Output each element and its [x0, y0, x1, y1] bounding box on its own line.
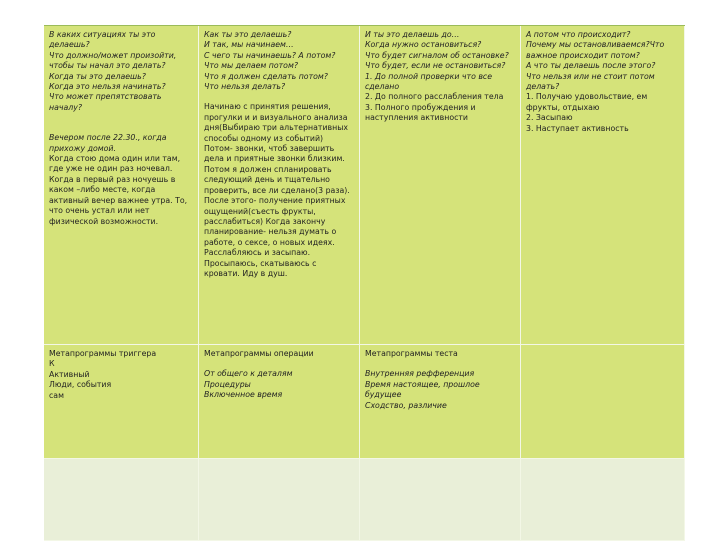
question-line: Когда нужно остановиться?	[365, 40, 482, 50]
cell-test	[360, 26, 521, 345]
list-item: Внутренняя рефференция	[365, 369, 475, 379]
question-line: И так, мы начинаем…	[204, 40, 294, 50]
cell-empty	[199, 459, 360, 541]
cell-title: Метапрограммы триггера	[49, 349, 157, 358]
cell-title: Метапрограммы теста	[365, 349, 458, 358]
table-row	[44, 26, 685, 345]
answer-line: 3. Полного пробуждения и наступления активности	[365, 102, 476, 123]
question-line: Что мы делаем потом?	[204, 61, 298, 71]
question-line: И ты это делаешь до…	[365, 30, 460, 39]
question-line: Что нельзя делать?	[204, 82, 286, 92]
question-line: С чего ты начинаешь? А потом?	[204, 50, 336, 60]
list-item: Включенное время	[204, 390, 283, 400]
answer-line: 1. Получаю удовольствие, ем фрукты, отдыхаю	[526, 92, 648, 112]
question-line: Когда ты это делаешь?	[49, 71, 146, 81]
question-line: Что нельзя или не стоит потом делать?	[526, 71, 655, 92]
list-item: Люди, события	[49, 380, 112, 390]
answer-line: 2. Засыпаю	[526, 113, 573, 123]
cell-empty	[521, 459, 685, 541]
list-item: сам	[49, 390, 64, 400]
cell-operation-metaprograms	[199, 345, 360, 459]
cell-operations	[199, 26, 360, 345]
answer-line: 3. Наступает активность	[526, 123, 629, 133]
answer-line: Расслабляюсь и засыпаю.	[204, 248, 311, 258]
list-item: Сходство, различие	[365, 400, 447, 410]
question-line: Что будет сигналом об остановке?	[365, 50, 509, 60]
question-line: Что я должен сделать потом?	[204, 71, 328, 81]
answer-line: Потом я должен спланировать следующий день и тщательно проверить, все ли сделано(3 раза). После этого- получение приятных ощущений(съесть фрукты, расслабиться) Когда закончу планирование- нельзя думать о работе, о сексе, о новых идеях.	[204, 164, 350, 247]
answer-line: Вечером после 22.30., когда прихожу домой.	[49, 133, 167, 153]
answer-line: 2. До полного расслабления тела	[365, 92, 504, 102]
table-row	[44, 345, 685, 459]
list-item: К	[49, 359, 55, 369]
answer-line: Просыпаюсь, скатываюсь с кровати. Иду в душ.	[204, 258, 317, 278]
question-line: А потом что происходит?	[526, 30, 631, 39]
list-item: Процедуры	[204, 379, 251, 389]
answer-line: Когда стою дома один или там, где уже не один раз ночевал. Когда в первый раз ночуешь в каком –либо месте, когда активный вечер важнее утра. То, что очень устал или нет физической возможности.	[49, 154, 188, 226]
answer-line: 1. До полной проверки что все сделано	[365, 71, 493, 92]
list-item: Время настоящее, прошлое будущее	[365, 379, 480, 400]
question-line: Почему мы остановливаемся?Что важное происходит потом?	[526, 40, 665, 60]
cell-trigger-metaprograms	[44, 345, 199, 459]
cell-test-metaprograms	[360, 345, 521, 459]
question-line: А что ты делаешь после этого?	[526, 61, 656, 71]
cell-triggers	[44, 26, 199, 345]
question-line: Когда это нельзя начинать?	[49, 82, 166, 92]
answer-line: Начинаю с принятия решения, прогулки и и визуального анализа дня(Выбираю три альтернативных способы одному из событий) Потом- звонки, чтоб завершить дела и приятные звонки близким.	[204, 102, 348, 164]
cell-title: Метапрограммы операции	[204, 349, 314, 358]
table-row	[44, 459, 685, 541]
cell-empty	[360, 459, 521, 541]
question-line: Что будет, если не остановиться?	[365, 61, 506, 71]
cell-empty	[44, 459, 199, 541]
question-line: Что может препятствовать началу?	[49, 92, 162, 112]
cell-empty	[521, 345, 685, 459]
worksheet-table	[44, 25, 685, 541]
question-line: В каких ситуациях ты это делаешь?	[49, 30, 156, 50]
list-item: Активный	[49, 369, 90, 379]
cell-exit	[521, 26, 685, 345]
question-line: Что должно/может произойти, чтобы ты начал это делать?	[49, 50, 177, 71]
list-item: От общего к деталям	[204, 369, 293, 379]
question-line: Как ты это делаешь?	[204, 30, 292, 39]
